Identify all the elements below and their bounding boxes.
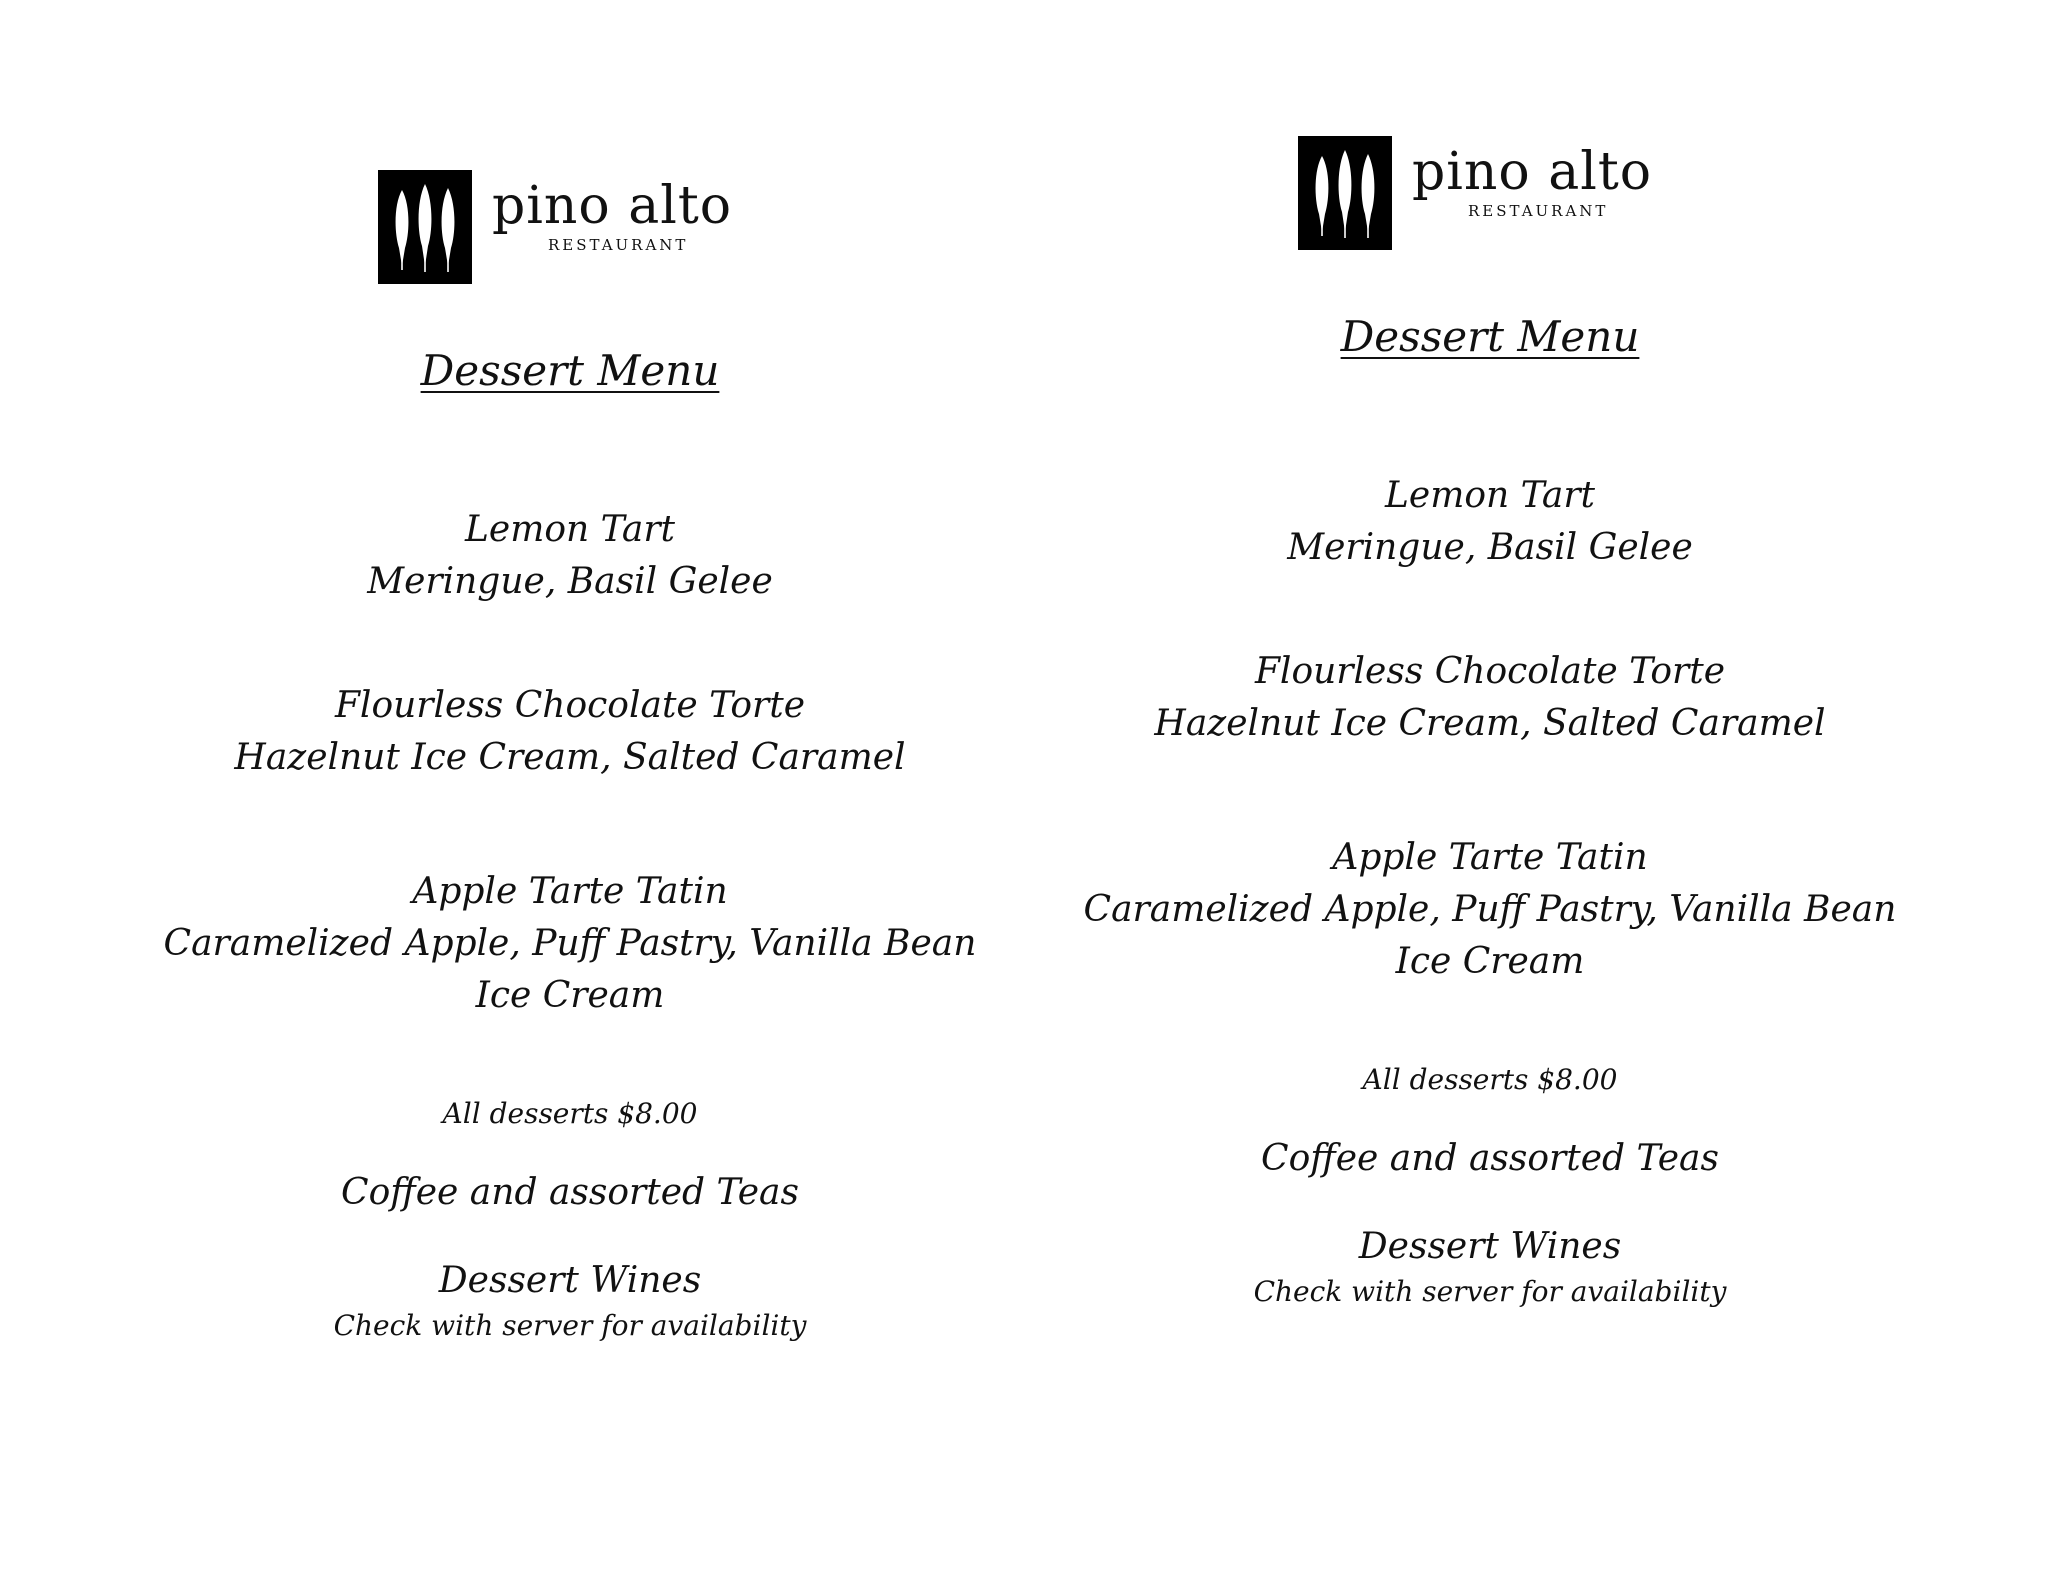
- logo-wordmark: pino alto: [1412, 142, 1653, 202]
- item-description: Ice Cream: [475, 975, 665, 1016]
- cypress-trees-icon: [1298, 136, 1392, 250]
- dessert-menu-right: [1010, 0, 1970, 1466]
- logo-subtitle: RESTAURANT: [1468, 202, 1609, 220]
- menu-title: Dessert Menu: [420, 346, 720, 395]
- item-name: Apple Tarte Tatin: [1332, 837, 1648, 878]
- item-description: Ice Cream: [1395, 941, 1585, 982]
- dessert-wines-heading: Dessert Wines: [438, 1260, 702, 1301]
- restaurant-logo: [1298, 136, 1718, 250]
- item-description: Caramelized Apple, Puff Pastry, Vanilla Bean: [1083, 889, 1897, 930]
- beverages-line: Coffee and assorted Teas: [1261, 1138, 1719, 1179]
- item-name: Lemon Tart: [464, 509, 675, 550]
- availability-note: Check with server for availability: [333, 1309, 807, 1342]
- menu-title: Dessert Menu: [1340, 312, 1640, 361]
- beverages-line: Coffee and assorted Teas: [341, 1172, 799, 1213]
- restaurant-logo: [378, 170, 798, 284]
- item-name: Lemon Tart: [1384, 475, 1595, 516]
- item-description: Hazelnut Ice Cream, Salted Caramel: [234, 737, 906, 778]
- availability-note: Check with server for availability: [1253, 1275, 1727, 1308]
- item-description: Meringue, Basil Gelee: [367, 561, 773, 602]
- dessert-wines-heading: Dessert Wines: [1358, 1226, 1622, 1267]
- item-description: Meringue, Basil Gelee: [1287, 527, 1693, 568]
- price-note: All desserts $8.00: [1362, 1063, 1618, 1096]
- logo-subtitle: RESTAURANT: [548, 236, 689, 254]
- cypress-trees-icon: [378, 170, 472, 284]
- item-name: Apple Tarte Tatin: [412, 871, 728, 912]
- item-name: Flourless Chocolate Torte: [1254, 651, 1726, 692]
- item-description: Caramelized Apple, Puff Pastry, Vanilla Bean: [163, 923, 977, 964]
- item-description: Hazelnut Ice Cream, Salted Caramel: [1154, 703, 1826, 744]
- price-note: All desserts $8.00: [442, 1097, 698, 1130]
- logo-wordmark: pino alto: [492, 176, 733, 236]
- dessert-menu-left: [90, 0, 1050, 1500]
- item-name: Flourless Chocolate Torte: [334, 685, 806, 726]
